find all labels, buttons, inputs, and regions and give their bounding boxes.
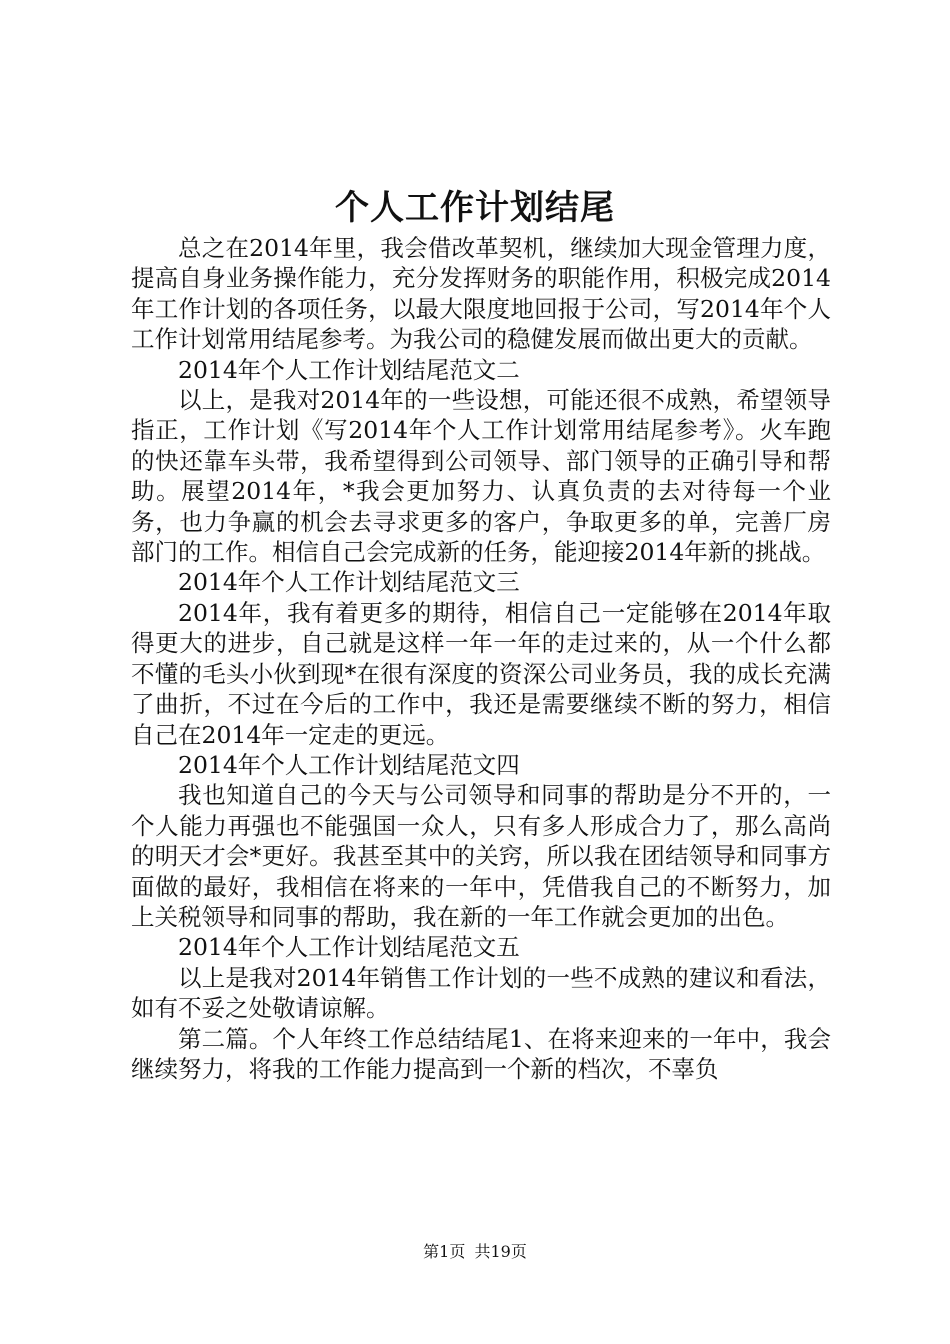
- paragraph-part-two: 第二篇。个人年终工作总结结尾1、在将来迎来的一年中，我会继续努力，将我的工作能力提高到一个新的档次，不辜负: [131, 1024, 831, 1083]
- page-total: 共19页: [474, 1242, 527, 1261]
- page-title: 个人工作计划结尾: [335, 188, 615, 228]
- section-heading-4: 2014年个人工作计划结尾范文四: [178, 750, 520, 779]
- section-heading-5: 2014年个人工作计划结尾范文五: [178, 933, 520, 962]
- section-heading-2: 2014年个人工作计划结尾范文二: [178, 355, 520, 384]
- document-body: [131, 233, 831, 1084]
- section-heading-3: 2014年个人工作计划结尾范文三: [178, 568, 520, 597]
- paragraph-section-5: 以上是我对2014年销售工作计划的一些不成熟的建议和看法，如有不妥之处敬请谅解。: [131, 963, 831, 1023]
- paragraph-section-4: 我也知道自己的今天与公司领导和同事的帮助是分不开的，一个人能力再强也不能强国一众人，只有多人形成合力了，那么高尚的明天才会*更好。我甚至其中的关窍，所以我在团结领导和同事方面做的最好，我相信在将来的一年中，凭借我自己的不断努力，加上关税领导和同事的帮助，我在新的一年工作就会更加的出色。: [131, 781, 831, 931]
- page-footer: [0, 1240, 950, 1264]
- paragraph-section-3: 2014年，我有着更多的期待，相信自己一定能够在2014年取得更大的进步，自己就是这样一年一年的走过来的，从一个什么都不懂的毛头小伙到现*在很有深度的资深公司业务员，我的成长充满了曲折，不过在今后的工作中，我还是需要继续不断的努力，相信自己在2014年一定走的更远。: [131, 598, 831, 749]
- page-number: 第1页: [423, 1242, 466, 1261]
- paragraph-intro: 总之在2014年里，我会借改革契机，继续加大现金管理力度，提高自身业务操作能力，充分发挥财务的职能作用，积极完成2014年工作计划的各项任务，以最大限度地回报于公司，写2014年个人工作计划常用结尾参考。为我公司的稳健发展而做出更大的贡献。: [131, 234, 831, 354]
- paragraph-section-2: 以上，是我对2014年的一些设想，可能还很不成熟，希望领导指正，工作计划《写2014年个人工作计划常用结尾参考》。火车跑的快还靠车头带，我希望得到公司领导、部门领导的正确引导和帮助。展望2014年，*我会更加努力、认真负责的去对待每一个业务，也力争赢的机会去寻求更多的客户，争取更多的单，完善厂房部门的工作。相信自己会完成新的任务，能迎接2014年新的挑战。: [131, 386, 831, 567]
